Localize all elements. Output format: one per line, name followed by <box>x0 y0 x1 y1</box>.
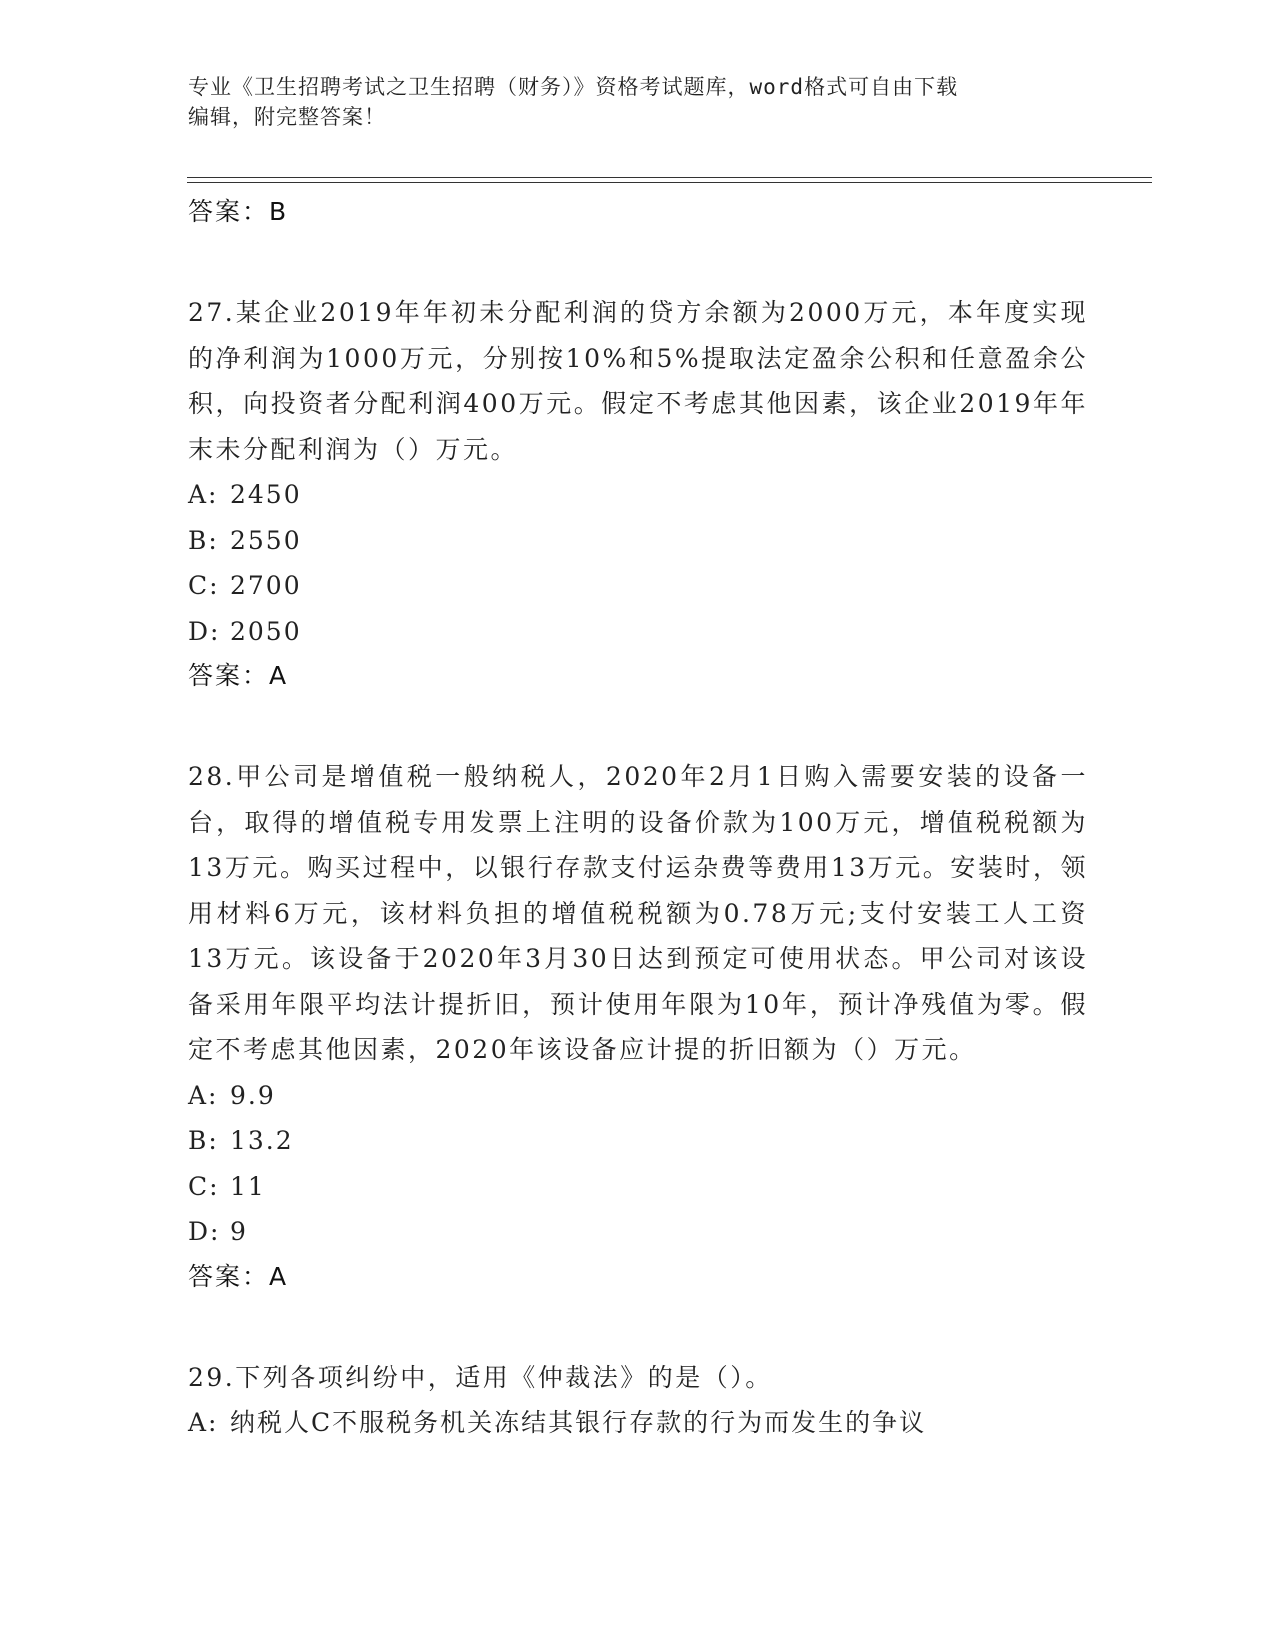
option-item <box>188 472 1088 518</box>
question-item <box>188 754 1088 1299</box>
option-letter: B: <box>188 1126 219 1155</box>
option-text: 2450 <box>230 480 302 509</box>
answer-line: 答案：B <box>188 197 289 226</box>
option-letter: A: <box>188 480 219 509</box>
option-text: 纳税人C不服税务机关冻结其银行存款的行为而发生的争议 <box>230 1408 927 1437</box>
option-item <box>188 1164 1088 1210</box>
header-line-2: 编辑，附完整答案！ <box>188 105 386 129</box>
option-text: 11 <box>230 1171 266 1201</box>
question-list <box>188 190 1088 1446</box>
answer-line: 答案：A <box>188 1261 289 1291</box>
page-header <box>188 72 1068 132</box>
option-item <box>188 563 1088 609</box>
option-letter: C: <box>188 1171 220 1201</box>
option-text: 2550 <box>230 525 302 555</box>
option-text: 2700 <box>230 571 302 600</box>
option-item <box>188 609 1088 655</box>
option-item <box>188 1073 1088 1119</box>
option-text: 13.2 <box>230 1126 294 1155</box>
option-text: 2050 <box>230 616 302 646</box>
header-rule-bottom <box>187 182 1152 183</box>
option-letter: A: <box>188 1408 219 1437</box>
option-item <box>188 518 1088 564</box>
option-letter: A: <box>188 1080 219 1110</box>
option-letter: D: <box>188 616 221 646</box>
option-letter: C: <box>188 571 220 600</box>
option-text: 9 <box>230 1217 248 1246</box>
option-text: 9.9 <box>230 1080 276 1110</box>
option-item <box>188 1209 1088 1255</box>
option-item <box>188 1118 1088 1164</box>
header-rule-top <box>187 177 1152 178</box>
question-item <box>188 290 1088 698</box>
question-item <box>188 1355 1088 1446</box>
question-text: 27.某企业2019年年初未分配利润的贷方余额为2000万元，本年度实现的净利润为1000万元，分别按10%和5%提取法定盈余公积和任意盈余公积，向投资者分配利润400万元。假定不考虑其他因素，该企业2019年年末未分配利润为（）万元。 <box>188 298 1088 464</box>
header-line-1: 专业《卫生招聘考试之卫生招聘（财务）》资格考试题库，word格式可自由下载 <box>188 75 959 99</box>
option-letter: D: <box>188 1217 221 1246</box>
answer-line: 答案：A <box>188 661 289 690</box>
question-text: 29.下列各项纠纷中，适用《仲裁法》的是（）。 <box>188 1362 773 1392</box>
option-item <box>188 1400 1088 1446</box>
option-letter: B: <box>188 525 219 555</box>
question-text: 28.甲公司是增值税一般纳税人，2020年2月1日购入需要安装的设备一台，取得的增值税专用发票上注明的设备价款为100万元，增值税税额为13万元。购买过程中，以银行存款支付运杂费等费用13万元。安装时，领用材料6万元，该材料负担的增值税税额为0.78万元;支付安装工人工资13万元。该设备于2020年3月30日达到预定可使用状态。甲公司对该设备采用年限平均法计提折旧，预计使用年限为10年，预计净残值为零。假定不考虑其他因素，2020年该设备应计提的折旧额为（）万元。 <box>188 762 1088 1064</box>
